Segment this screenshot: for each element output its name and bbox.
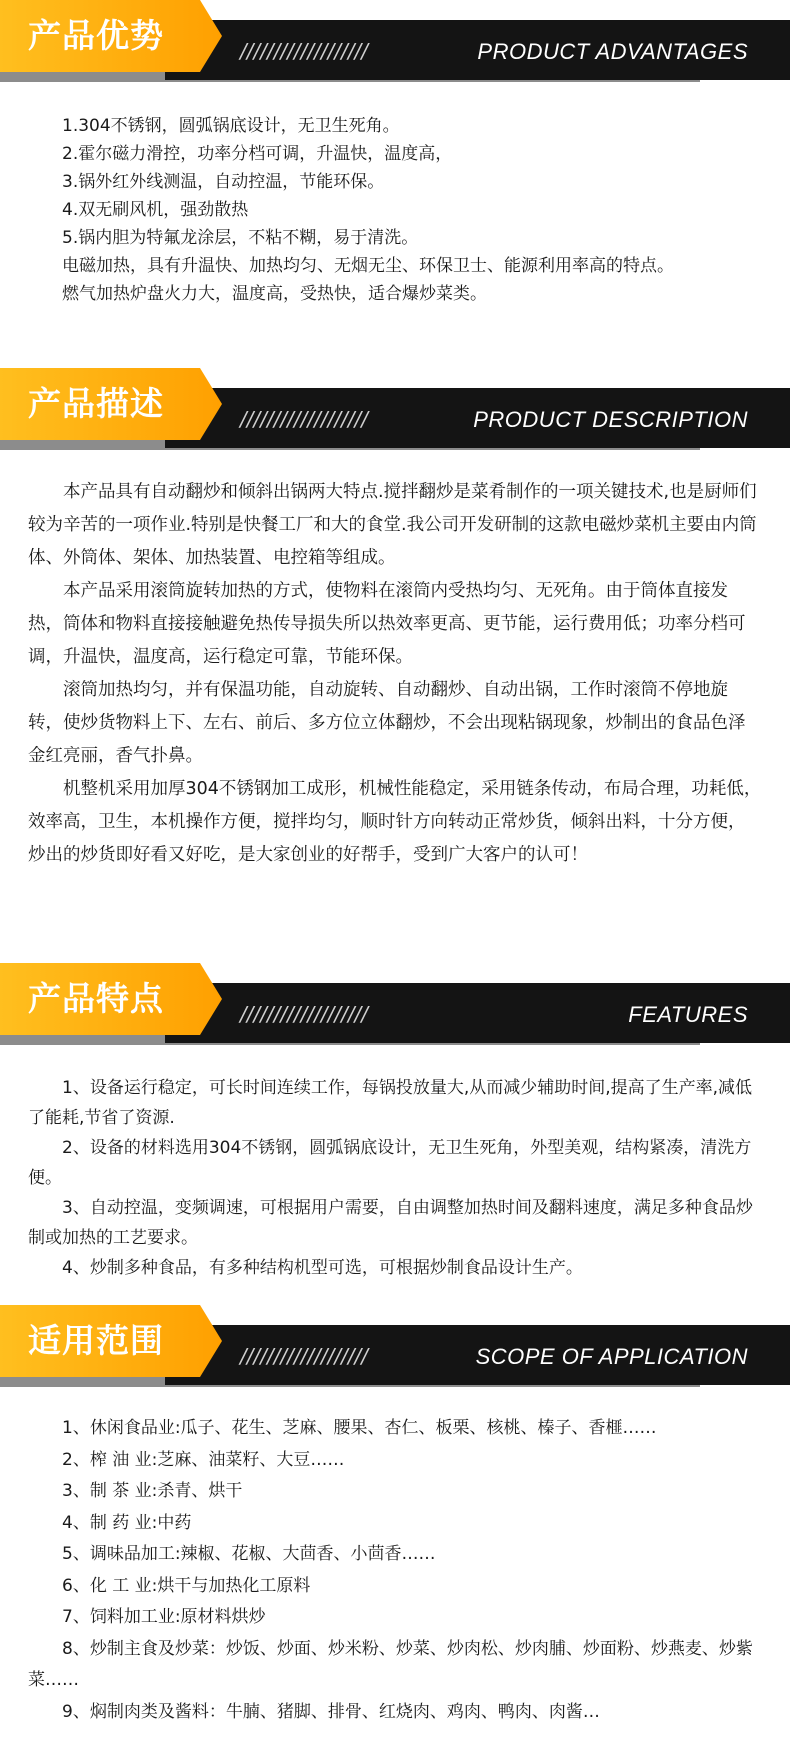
section-title-zh: 产品描述 xyxy=(28,384,164,423)
section-title-zh: 适用范围 xyxy=(28,1321,164,1360)
feature-item: 1、设备运行稳定，可长时间连续工作，每锅投放量大,从而减少辅助时间,提高了生产率,减低了能耗,节省了资源. xyxy=(28,1078,753,1128)
section-title-en: SCOPE OF APPLICATION xyxy=(475,1344,748,1369)
section-title-zh: 产品特点 xyxy=(28,979,164,1018)
description-banner xyxy=(0,368,790,448)
scope-item: 9、焖制肉类及酱料：牛腩、猪脚、排骨、红烧肉、鸡肉、鸭肉、肉酱… xyxy=(62,1701,600,1722)
scope-item: 6、化 工 业:烘干与加热化工原料 xyxy=(62,1575,311,1596)
description-content xyxy=(28,476,762,872)
feature-item: 3、自动控温，变频调速，可根据用户需要，自由调整加热时间及翻料速度，满足多种食品炒制或加热的工艺要求。 xyxy=(28,1198,753,1248)
advantages-content xyxy=(28,112,762,308)
advantages-banner xyxy=(0,0,790,80)
description-paragraph: 本产品具有自动翻炒和倾斜出锅两大特点.搅拌翻炒是菜肴制作的一项关键技术,也是厨师们较为辛苦的一项作业.特别是快餐工厂和大的食堂.我公司开发研制的这款电磁炒菜机主要由内筒体、外筒体、架体、加热装置、电控箱等组成。 xyxy=(28,482,757,568)
scope-content xyxy=(28,1413,762,1728)
scope-item: 1、休闲食品业:瓜子、花生、芝麻、腰果、杏仁、板栗、核桃、榛子、香榧…… xyxy=(62,1418,657,1438)
slash-decoration: /////////////////// xyxy=(240,1002,369,1026)
scope-item: 5、调味品加工:辣椒、花椒、大茴香、小茴香…… xyxy=(62,1544,436,1564)
advantage-line: 5.锅内胆为特氟龙涂层，不粘不糊，易于清洗。 xyxy=(62,228,419,248)
advantage-line: 4.双无刷风机，强劲散热 xyxy=(62,200,249,220)
scope-item: 2、榨 油 业:芝麻、油菜籽、大豆…… xyxy=(62,1449,345,1470)
feature-item: 4、炒制多种食品，有多种结构机型可选，可根据炒制食品设计生产。 xyxy=(62,1258,583,1278)
scope-banner xyxy=(0,1305,790,1385)
description-paragraph: 本产品采用滚筒旋转加热的方式，使物料在滚筒内受热均匀、无死角。由于筒体直接发热，筒体和物料直接接触避免热传导损失所以热效率更高、更节能，运行费用低；功率分档可调，升温快，温度高，运行稳定可靠，节能环保。 xyxy=(28,581,746,667)
features-content xyxy=(28,1073,762,1283)
section-title-en: PRODUCT ADVANTAGES xyxy=(477,39,748,64)
advantage-line: 2.霍尔磁力滑控，功率分档可调，升温快，温度高， xyxy=(62,144,453,164)
scope-item: 4、制 药 业:中药 xyxy=(62,1512,192,1533)
section-title-en: PRODUCT DESCRIPTION xyxy=(473,407,748,432)
description-paragraph: 滚筒加热均匀，并有保温功能，自动旋转、自动翻炒、自动出锅，工作时滚筒不停地旋转，使炒货物料上下、左右、前后、多方位立体翻炒，不会出现粘锅现象，炒制出的食品色泽金红亮丽，香气扑鼻。 xyxy=(28,680,746,766)
features-banner xyxy=(0,963,790,1043)
scope-item: 7、饲料加工业:原材料烘炒 xyxy=(62,1607,266,1627)
scope-item: 8、炒制主食及炒菜：炒饭、炒面、炒米粉、炒菜、炒肉松、炒肉脯、炒面粉、炒燕麦、炒紫菜…… xyxy=(28,1638,753,1690)
advantage-line: 3.锅外红外线测温，自动控温，节能环保。 xyxy=(62,172,385,192)
advantage-line: 燃气加热炉盘火力大，温度高，受热快，适合爆炒菜类。 xyxy=(62,284,487,304)
scope-item: 3、制 茶 业:杀青、烘干 xyxy=(62,1481,243,1501)
section-title-zh: 产品优势 xyxy=(28,16,164,55)
advantage-line: 电磁加热，具有升温快、加热均匀、无烟无尘、环保卫士、能源利用率高的特点。 xyxy=(62,256,674,276)
slash-decoration: /////////////////// xyxy=(240,1344,369,1368)
slash-decoration: /////////////////// xyxy=(240,39,369,63)
advantage-line: 1.304不锈钢，圆弧锅底设计，无卫生死角。 xyxy=(62,116,400,136)
slash-decoration: /////////////////// xyxy=(240,407,369,431)
feature-item: 2、设备的材料选用304不锈钢，圆弧锅底设计，无卫生死角，外型美观，结构紧凑，清洗方便。 xyxy=(28,1138,752,1188)
description-paragraph: 机整机采用加厚304不锈钢加工成形，机械性能稳定，采用链条传动，布局合理，功耗低，效率高，卫生，本机操作方便，搅拌均匀，顺时针方向转动正常炒货，倾斜出料，十分方便，炒出的炒货即好看又好吃，是大家创业的好帮手，受到广大客户的认可！ xyxy=(28,779,762,865)
section-title-en: FEATURES xyxy=(628,1002,748,1027)
